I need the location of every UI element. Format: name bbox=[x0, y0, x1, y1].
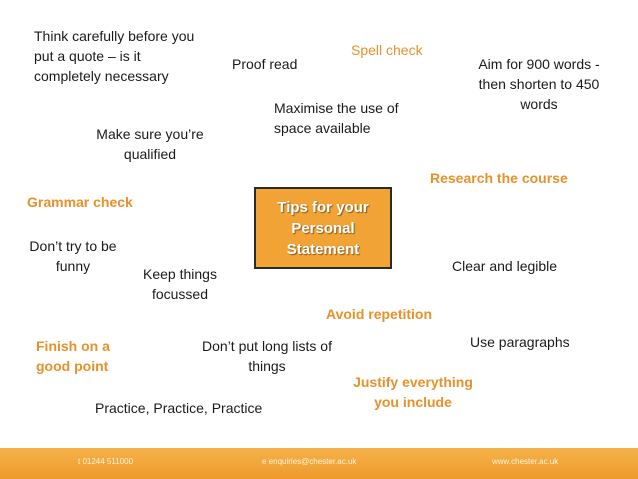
tip-aim: Aim for 900 words - then shorten to 450 words bbox=[478, 56, 600, 112]
tip-research: Research the course bbox=[430, 170, 568, 186]
tip-funny: Don’t try to be funny bbox=[29, 238, 117, 274]
footer-email: e enquiries@chester.ac.uk bbox=[262, 457, 357, 466]
tip-legible: Clear and legible bbox=[452, 258, 558, 274]
tip-focussed: Keep things focussed bbox=[143, 266, 217, 302]
tip-lists: Don’t put long lists of things bbox=[202, 338, 332, 374]
tip-proofread: Proof read bbox=[232, 56, 298, 72]
tip-finish: Finish on a good point bbox=[36, 338, 110, 374]
footer-bar bbox=[0, 448, 638, 479]
tip-maximise: Maximise the use of space available bbox=[274, 100, 399, 136]
tip-quote: Think carefully before you put a quote – is it completely necessary bbox=[34, 28, 195, 84]
tip-spellcheck: Spell check bbox=[351, 42, 423, 58]
footer-phone: t 01244 511000 bbox=[78, 457, 134, 466]
tip-justify: Justify everything you include bbox=[353, 374, 473, 410]
center-box-label: Tips for your Personal Statement bbox=[277, 198, 369, 258]
center-box bbox=[254, 187, 392, 269]
tip-qualified: Make sure you’re qualified bbox=[96, 126, 204, 162]
tip-grammar: Grammar check bbox=[27, 194, 133, 210]
tip-practice: Practice, Practice, Practice bbox=[95, 400, 263, 416]
footer-website: www.chester.ac.uk bbox=[492, 457, 559, 466]
tip-paragraphs: Use paragraphs bbox=[470, 334, 570, 350]
tip-repetition: Avoid repetition bbox=[326, 306, 433, 322]
